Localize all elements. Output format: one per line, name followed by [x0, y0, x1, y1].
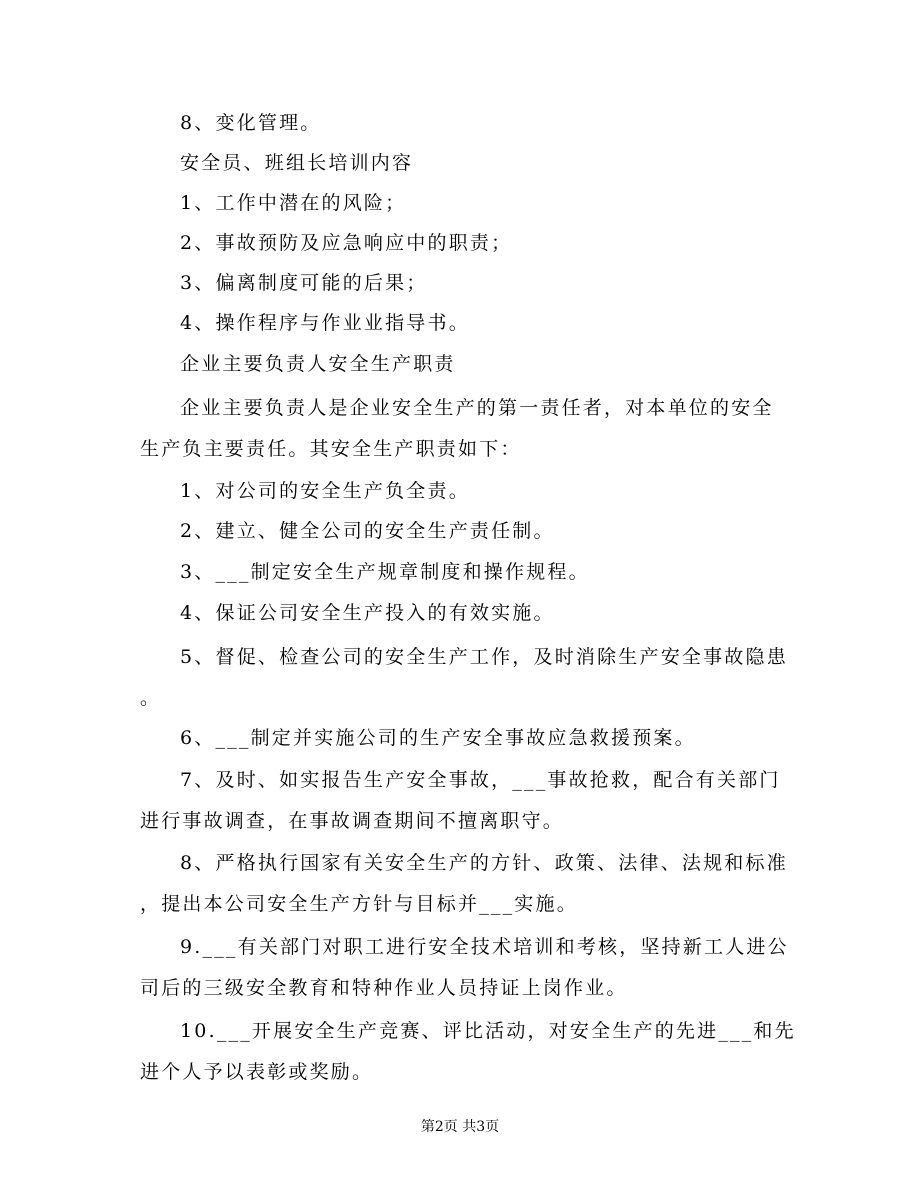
list-item: 9.___有关部门对职工进行安全技术培训和考核，坚持新工人进公	[180, 936, 789, 958]
section-heading: 企业主要负责人安全生产职责	[180, 353, 456, 375]
list-item: 8、严格执行国家有关安全生产的方针、政策、法律、法规和标准	[180, 852, 788, 874]
list-item-continuation: 进行事故调查，在事故调查期间不擅离职守。	[140, 810, 565, 832]
list-item: 6、___制定并实施公司的生产安全事故应急救援预案。	[180, 727, 696, 749]
list-item: 7、及时、如实报告生产安全事故，___事故抢救，配合有关部门	[180, 769, 781, 791]
list-item: 4、操作程序与作业业指导书。	[180, 312, 470, 334]
list-item-continuation: 。	[140, 687, 162, 709]
list-item: 4、保证公司安全生产投入的有效实施。	[180, 602, 555, 624]
list-item: 10.___开展安全生产竞赛、评比活动，对安全生产的先进___和先	[180, 1020, 796, 1042]
list-item: 3、___制定安全生产规章制度和操作规程。	[180, 561, 590, 583]
list-item: 1、工作中潜在的风险；	[180, 192, 407, 214]
paragraph-line: 生产负主要责任。其安全生产职责如下：	[140, 438, 522, 460]
list-item: 2、事故预防及应急响应中的职责；	[180, 232, 513, 254]
list-item: 3、偏离制度可能的后果；	[180, 272, 428, 294]
list-item-continuation: 司后的三级安全教育和特种作业人员持证上岗作业。	[140, 977, 628, 999]
paragraph-line: 企业主要负责人是企业安全生产的第一责任者，对本单位的安全	[180, 397, 774, 419]
list-item: 5、督促、检查公司的安全生产工作，及时消除生产安全事故隐患	[180, 646, 788, 668]
section-heading: 安全员、班组长培训内容	[180, 152, 414, 174]
text-line: 8、变化管理。	[180, 112, 322, 134]
page-footer: 第2页 共3页	[420, 1119, 500, 1135]
list-item: 1、对公司的安全生产负全责。	[180, 480, 470, 502]
list-item: 2、建立、健全公司的安全生产责任制。	[180, 520, 555, 542]
list-item-continuation: ，提出本公司安全生产方针与目标并___实施。	[140, 893, 578, 915]
list-item-continuation: 进个人予以表彰或奖励。	[140, 1061, 374, 1083]
